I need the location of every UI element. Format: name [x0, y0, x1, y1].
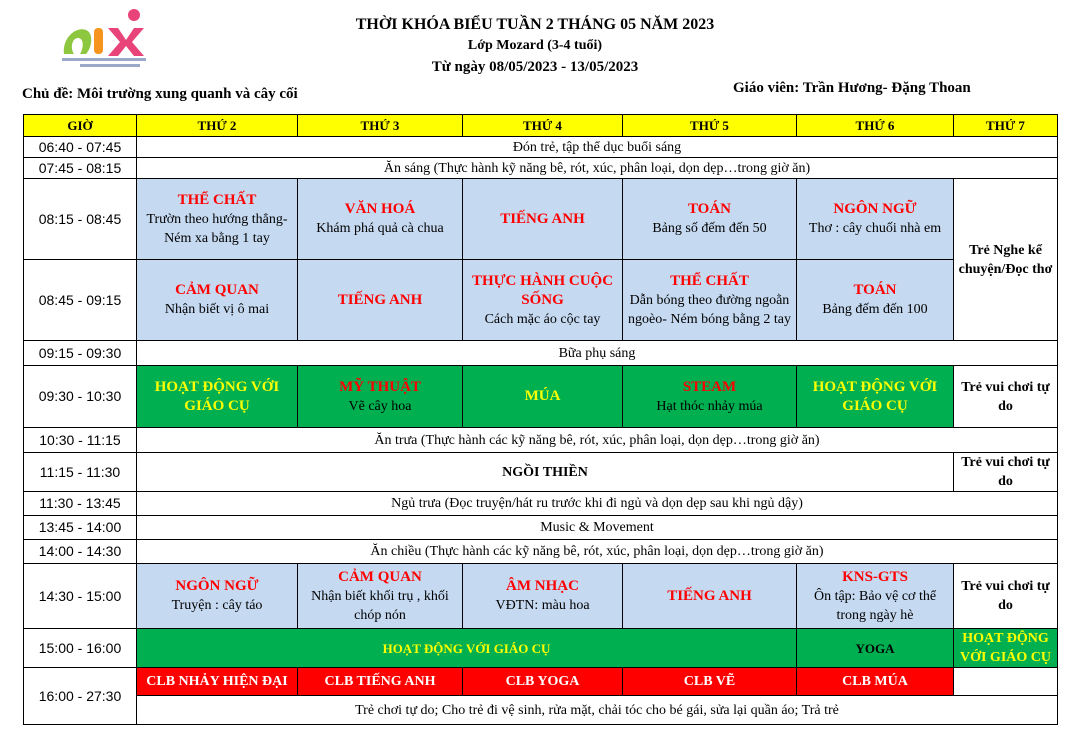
lesson-desc: Trườn theo hướng thẳng- Ném xa bằng 1 tay	[146, 211, 288, 246]
time-cell: 16:00 - 27:30	[24, 668, 137, 725]
lesson-cell	[797, 179, 954, 260]
table-row	[24, 366, 1058, 428]
time-cell: 09:30 - 10:30	[24, 366, 137, 428]
time-cell: 15:00 - 16:00	[24, 629, 137, 668]
lesson-desc: Nhận biết vị ô mai	[164, 302, 270, 317]
lesson-desc: Dẫn bóng theo đường ngoằn ngoèo- Ném bóng bằng 2 tay	[628, 292, 791, 327]
span-cell: Trẻ chơi tự do; Cho trẻ đi vệ sinh, rửa mặt, chải tóc cho bé gái, sửa lại quần áo; Trả trẻ	[137, 696, 1058, 725]
lesson-title: THỰC HÀNH CUỘC SỐNG	[471, 272, 614, 308]
lesson-title: ÂM NHẠC	[506, 578, 579, 594]
table-row	[24, 341, 1058, 366]
lesson-cell	[797, 564, 954, 629]
lesson-cell	[298, 260, 463, 341]
timetable	[23, 114, 1058, 725]
table-row	[24, 453, 1058, 492]
col-header-mon: THỨ 2	[137, 115, 298, 137]
lesson-cell	[298, 564, 463, 629]
lesson-title: TIẾNG ANH	[337, 291, 423, 308]
club-cell: CLB NHẢY HIỆN ĐẠI	[137, 668, 298, 696]
time-cell: 13:45 - 14:00	[24, 516, 137, 540]
saturday-cell: Trẻ Nghe kể chuyện/Đọc thơ	[954, 179, 1058, 341]
lesson-title: VĂN HOÁ	[344, 201, 416, 217]
col-header-tue: THỨ 3	[298, 115, 463, 137]
lesson-title: MỸ THUẬT	[339, 378, 421, 395]
lesson-desc: Ôn tập: Bảo vệ cơ thể trong ngày hè	[813, 588, 937, 623]
col-header-sat: THỨ 7	[954, 115, 1058, 137]
lesson-cell	[623, 179, 797, 260]
school-logo	[56, 8, 152, 72]
span-cell: Ăn trưa (Thực hành các kỹ năng bê, rót, xúc, phân loại, dọn dẹp…trong giờ ăn)	[137, 428, 1058, 453]
lesson-desc: Bảng đếm đến 100	[822, 302, 928, 317]
lesson-cell	[137, 564, 298, 629]
lesson-desc: Hạt thóc nhảy múa	[656, 398, 763, 414]
span-cell	[137, 629, 797, 668]
lesson-cell	[137, 366, 298, 428]
span-cell: Ngủ trưa (Đọc truyện/hát ru trước khi đi ngủ và dọn dẹp sau khi ngủ dậy)	[137, 492, 1058, 516]
time-cell: 10:30 - 11:15	[24, 428, 137, 453]
lesson-desc: Bảng số đếm đến 50	[652, 221, 767, 236]
col-header-time: GIỜ	[24, 115, 137, 137]
lesson-title: NGÔN NGỮ	[833, 201, 917, 217]
lesson-cell	[298, 179, 463, 260]
table-row	[24, 179, 1058, 260]
lesson-cell	[463, 260, 623, 341]
lesson-title: NGÔN NGỮ	[175, 578, 259, 594]
table-header-row	[24, 115, 1058, 137]
lesson-cell	[463, 564, 623, 629]
saturday-cell: Trẻ vui chơi tự do	[954, 564, 1058, 629]
lesson-cell	[623, 366, 797, 428]
date-range: Từ ngày 08/05/2023 - 13/05/2023	[431, 59, 639, 75]
table-row	[24, 540, 1058, 564]
saturday-cell: Trẻ vui chơi tự do	[954, 366, 1058, 428]
time-cell: 11:15 - 11:30	[24, 453, 137, 492]
table-row	[24, 260, 1058, 341]
table-row	[24, 668, 1058, 696]
col-header-wed: THỨ 4	[463, 115, 623, 137]
table-row	[24, 158, 1058, 179]
class-name: Lớp Mozard (3-4 tuổi)	[467, 38, 603, 53]
span-cell: Ăn sáng (Thực hành kỹ năng bê, rót, xúc, phân loại, dọn dẹp…trong giờ ăn)	[137, 158, 1058, 179]
club-cell: CLB TIẾNG ANH	[298, 668, 463, 696]
lesson-title: HOẠT ĐỘNG VỚI GIÁO CỤ	[812, 378, 938, 414]
col-header-thu: THỨ 5	[623, 115, 797, 137]
lesson-cell	[463, 179, 623, 260]
span-cell: Bữa phụ sáng	[137, 341, 1058, 366]
table-row	[24, 492, 1058, 516]
lesson-desc: Cách mặc áo cộc tay	[484, 311, 601, 327]
span-cell: Ăn chiều (Thực hành các kỹ năng bê, rót, xúc, phân loại, dọn dẹp…trong giờ ăn)	[137, 540, 1058, 564]
empty-cell	[954, 668, 1058, 696]
lesson-title: THỂ CHẤT	[670, 272, 749, 289]
col-header-fri: THỨ 6	[797, 115, 954, 137]
lesson-title: MÚA	[524, 388, 561, 404]
lesson-cell	[623, 260, 797, 341]
time-cell: 09:15 - 09:30	[24, 341, 137, 366]
lesson-title: TIẾNG ANH	[667, 587, 752, 604]
yoga-cell: YOGA	[797, 629, 954, 668]
lesson-cell	[298, 366, 463, 428]
span-cell: Đón trẻ, tập thể dục buổi sáng	[137, 137, 1058, 158]
table-row	[24, 137, 1058, 158]
club-cell: CLB MÚA	[797, 668, 954, 696]
lesson-desc: Nhận biết khối trụ , khối chóp nón	[311, 588, 449, 623]
lesson-cell	[463, 366, 623, 428]
span-cell: Music & Movement	[137, 516, 1058, 540]
time-cell: 08:45 - 09:15	[24, 260, 137, 341]
lesson-title: HOẠT ĐỘNG VỚI GIÁO CỤ	[382, 640, 551, 656]
club-cell: CLB VẼ	[623, 668, 797, 696]
span-cell: NGỒI THIỀN	[137, 453, 954, 492]
lesson-title: TOÁN	[853, 282, 897, 298]
time-cell: 11:30 - 13:45	[24, 492, 137, 516]
lesson-desc: Thơ : cây chuối nhà em	[808, 221, 942, 236]
table-row	[24, 516, 1058, 540]
lesson-desc: Vẽ cây hoa	[348, 398, 412, 414]
page-title: THỜI KHÓA BIỂU TUẦN 2 THÁNG 05 NĂM 2023	[355, 16, 715, 33]
time-cell: 07:45 - 08:15	[24, 158, 137, 179]
lesson-title: TIẾNG ANH	[500, 210, 585, 227]
lesson-title: CẢM QUAN	[338, 568, 422, 585]
lesson-cell	[137, 260, 298, 341]
lesson-title: STEAM	[682, 378, 737, 395]
lesson-cell	[797, 366, 954, 428]
table-row	[24, 696, 1058, 725]
lesson-title: CẢM QUAN	[175, 282, 259, 298]
time-cell: 06:40 - 07:45	[24, 137, 137, 158]
lesson-desc: Khám phá quả cà chua	[316, 221, 444, 236]
lesson-desc: VĐTN: màu hoa	[495, 598, 590, 613]
club-cell: CLB YOGA	[463, 668, 623, 696]
time-cell: 14:30 - 15:00	[24, 564, 137, 629]
lesson-title: HOẠT ĐỘNG VỚI GIÁO CỤ	[154, 378, 280, 414]
lesson-cell	[137, 179, 298, 260]
table-row	[24, 428, 1058, 453]
lesson-cell	[797, 260, 954, 341]
lesson-title: KNS-GTS	[842, 568, 908, 585]
teacher-label: Giáo viên: Trần Hương- Đặng Thoan	[733, 80, 971, 96]
lesson-title: TOÁN	[687, 201, 732, 217]
table-row	[24, 564, 1058, 629]
saturday-cell: HOẠT ĐỘNG VỚI GIÁO CỤ	[954, 629, 1058, 668]
lesson-cell	[623, 564, 797, 629]
saturday-cell: Trẻ vui chơi tự do	[954, 453, 1058, 492]
time-cell: 14:00 - 14:30	[24, 540, 137, 564]
time-cell: 08:15 - 08:45	[24, 179, 137, 260]
table-row	[24, 629, 1058, 668]
subject-label: Chủ đề: Môi trường xung quanh và cây cối	[22, 86, 298, 102]
lesson-title: THỂ CHẤT	[177, 191, 257, 208]
lesson-desc: Truyện : cây táo	[171, 598, 263, 613]
